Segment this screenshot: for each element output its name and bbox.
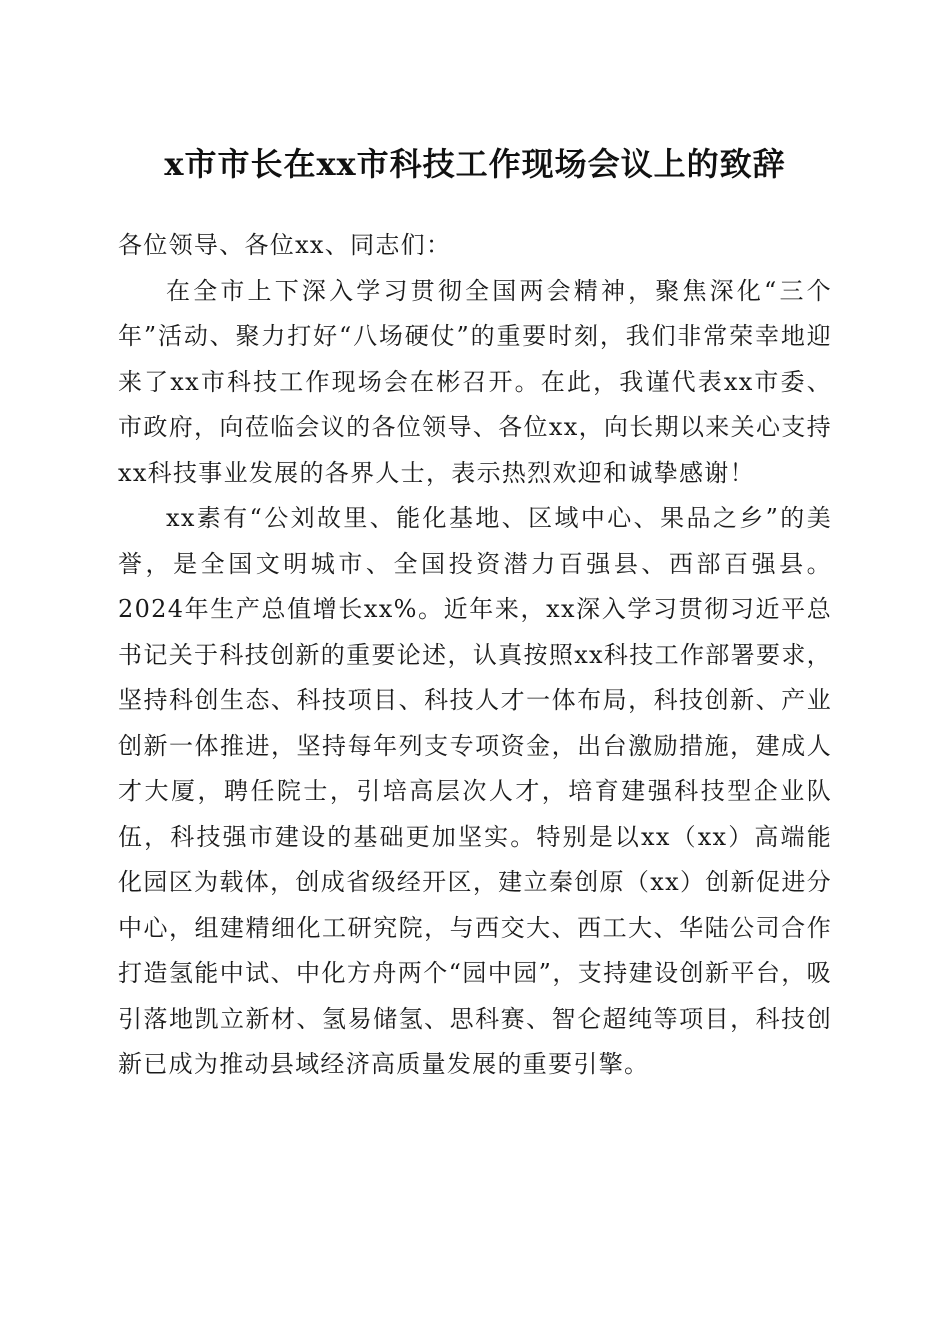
paragraph-overview: xx素有“公刘故里、能化基地、区域中心、果品之乡”的美誉，是全国文明城市、全国投资潜力百强县、西部百强县。2024年生产总值增长xx%。近年来，xx深入学习贯彻习近平总书记关于科技创新的重要论述，认真按照xx科技工作部署要求，坚持科创生态、科技项目、科技人才一体布局，科技创新、产业创新一体推进，坚持每年列支专项资金，出台激励措施，建成人才大厦，聘任院士，引培高层次人才，培育建强科技型企业队伍，科技强市建设的基础更加坚实。特别是以xx（xx）高端能化园区为载体，创成省级经开区，建立秦创原（xx）创新促进分中心，组建精细化工研究院，与西交大、西工大、华陆公司合作打造氢能中试、中化方舟两个“园中园”，支持建设创新平台，吸引落地凯立新材、氢易储氢、思科赛、智仑超纯等项目，科技创新已成为推动县域经济高质量发展的重要引擎。: [118, 504, 832, 1078]
paragraph-welcome: 在全市上下深入学习贯彻全国两会精神，聚焦深化“三个年”活动、聚力打好“八场硬仗”的重要时刻，我们非常荣幸地迎来了xx市科技工作现场会在彬召开。在此，我谨代表xx市委、市政府，向莅临会议的各位领导、各位xx，向长期以来关心支持xx科技事业发展的各界人士，表示热烈欢迎和诚挚感谢！: [118, 276, 832, 487]
salutation: 各位领导、各位xx、同志们：: [118, 231, 452, 259]
document-title: x市市长在xx市科技工作现场会议上的致辞: [164, 145, 786, 183]
